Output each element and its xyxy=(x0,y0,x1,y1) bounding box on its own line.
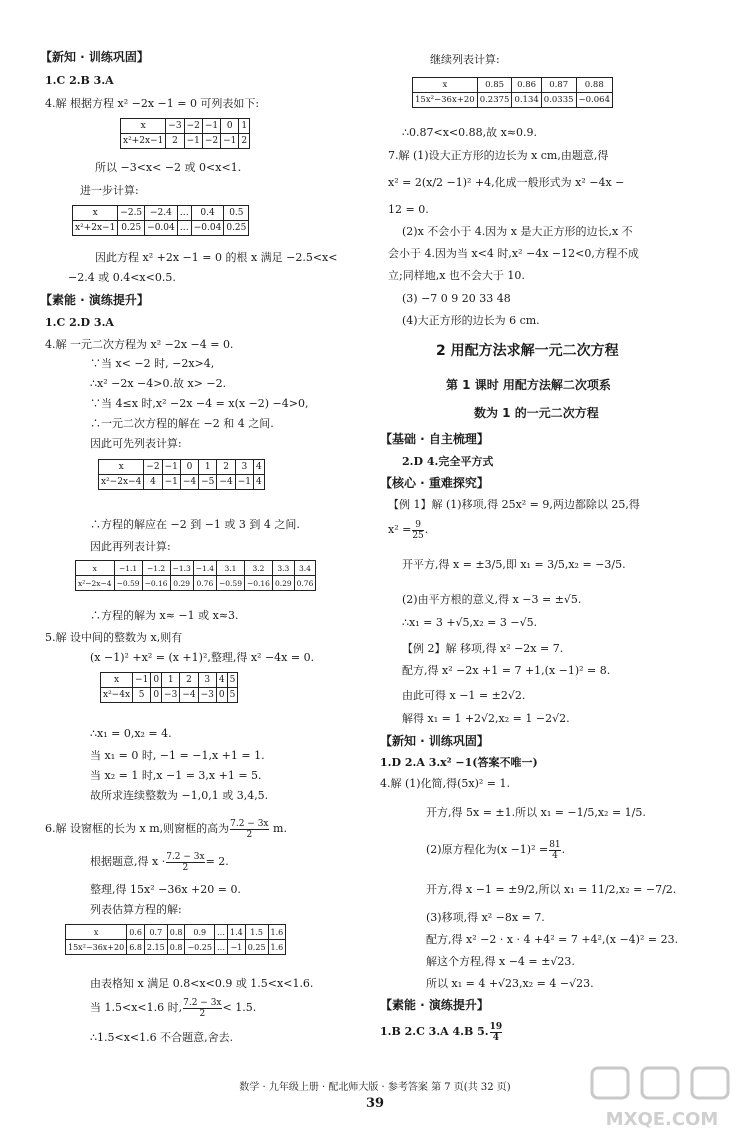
table-cell: 0 xyxy=(221,119,239,134)
table-cell: 1.4 xyxy=(227,925,245,940)
solution-line: 所以 x₁ = 4 +√23,x₂ = 4 −√23. xyxy=(426,977,594,990)
table-cell: 3.2 xyxy=(244,561,272,576)
table-cell: 3 xyxy=(235,460,253,475)
table-cell: x²−2x−4 xyxy=(99,475,144,490)
table-cell: 0.9 xyxy=(185,925,215,940)
table-row xyxy=(121,134,250,149)
table-cell: −0.16 xyxy=(142,576,170,591)
lesson-title: 数为 1 的一元二次方程 xyxy=(474,406,599,420)
text: 6.解 设窗框的长为 x m,则窗框的高为 xyxy=(45,822,230,835)
solution-line: (2)x 不会小于 4.因为 x 是大正方形的边长,x 不 xyxy=(402,225,633,238)
solution-line: 开方,得 5x = ±1.所以 x₁ = −1/5,x₂ = 1/5. xyxy=(426,806,646,819)
table-cell: 15x²−36x+20 xyxy=(66,940,127,955)
solution-line: 进一步计算: xyxy=(80,184,139,197)
solution-line: ∴方程的解为 x≈ −1 或 x≈3. xyxy=(90,609,239,622)
solution-line: ∵当 4≤x 时,x² −2x −4 = x(x −2) −4>0, xyxy=(90,397,309,410)
solution-line: 5.解 设中间的整数为 x,则有 xyxy=(45,631,183,644)
solution-line: ∴x₁ = 3 +√5,x₂ = 3 −√5. xyxy=(402,616,538,629)
table-cell: 0.87 xyxy=(541,78,576,93)
table-7 xyxy=(412,77,613,108)
table-cell: −3 xyxy=(166,119,184,134)
table-6 xyxy=(65,924,286,955)
table-row xyxy=(413,78,613,93)
solution-line: ∴x₁ = 0,x₂ = 4. xyxy=(90,727,172,740)
table-cell: x²−2x−4 xyxy=(76,576,115,591)
solution-line: 开平方,得 x = ±3/5,即 x₁ = 3/5,x₂ = −3/5. xyxy=(402,558,626,571)
table-cell: 6.8 xyxy=(127,940,145,955)
solution-line: (2)由平方根的意义,得 x −3 = ±√5. xyxy=(402,593,582,606)
solution-line: 继续列表计算: xyxy=(430,53,500,66)
table-cell: 2 xyxy=(180,673,198,688)
table-cell: 2.15 xyxy=(144,940,167,955)
solution-line: 故所求连续整数为 −1,0,1 或 3,4,5. xyxy=(90,789,269,802)
table-cell: 2 xyxy=(166,134,184,149)
solution-line: 【例 1】解 (1)移项,得 25x² = 9,两边都除以 25,得 xyxy=(388,498,640,511)
table-row xyxy=(76,561,316,576)
table-cell: −0.59 xyxy=(216,576,244,591)
table-cell: 0.86 xyxy=(512,78,541,93)
table-cell: x xyxy=(76,561,115,576)
table-cell: 0.88 xyxy=(576,78,612,93)
table-cell: −1 xyxy=(227,940,245,955)
table-cell: 3 xyxy=(198,673,216,688)
solution-line: (3) −7 0 9 20 33 48 xyxy=(402,292,511,305)
table-cell: 0.7 xyxy=(144,925,167,940)
table-row xyxy=(121,119,250,134)
table-cell: x²+2x−1 xyxy=(121,134,166,149)
table-cell: −1 xyxy=(133,673,151,688)
solution-line: 4.解 (1)化简,得(5x)² = 1. xyxy=(380,777,510,790)
table-cell: 0 xyxy=(216,688,227,703)
table-cell: x xyxy=(66,925,127,940)
table-cell: −3 xyxy=(162,688,180,703)
table-cell: 0.4 xyxy=(191,206,224,221)
solution-line: 因此再列表计算: xyxy=(90,540,171,553)
table-cell: 5 xyxy=(227,688,238,703)
section-title: 2 用配方法求解一元二次方程 xyxy=(436,343,619,359)
table-cell: −2.5 xyxy=(118,206,145,221)
table-row xyxy=(99,460,265,475)
table-row xyxy=(99,475,265,490)
solution-line: (2)原方程化为(x −1)² = $\frac{81}{4}$ . xyxy=(426,839,566,861)
fraction: $\frac{7.2 - 3x}{2}$ xyxy=(230,818,269,840)
table-cell: −3 xyxy=(198,688,216,703)
table-cell: 0.76 xyxy=(193,576,216,591)
table-cell: 0.0335 xyxy=(541,93,576,108)
table-cell: 0.25 xyxy=(118,221,145,236)
table-cell: 2 xyxy=(239,134,250,149)
table-cell: x²−4x xyxy=(101,688,133,703)
table-cell: 4 xyxy=(253,460,264,475)
solution-line: 解得 x₁ = 1 +2√2,x₂ = 1 −2√2. xyxy=(402,712,570,725)
table-2 xyxy=(72,205,249,236)
table-cell: −4 xyxy=(180,475,198,490)
table-row xyxy=(66,925,286,940)
section-heading: 【素能 · 演练提升】 xyxy=(380,998,489,1012)
table-cell: 0.29 xyxy=(272,576,294,591)
table-cell: … xyxy=(214,925,227,940)
table-cell: x xyxy=(99,460,144,475)
solution-line: 因此方程 x² +2x −1 = 0 的根 x 满足 −2.5<x< xyxy=(95,251,338,264)
table-cell: x xyxy=(101,673,133,688)
solution-line: ∴x² −2x −4>0.故 x> −2. xyxy=(90,377,227,390)
table-cell: 5 xyxy=(133,688,151,703)
table-cell: −1 xyxy=(162,460,180,475)
solution-line: 4.解 根据方程 x² −2x −1 = 0 可列表如下: xyxy=(45,97,260,110)
table-cell: 4 xyxy=(144,475,162,490)
solution-line: 列表估算方程的解: xyxy=(90,903,182,916)
answer-line: 2.D 4.完全平方式 xyxy=(402,455,494,468)
solution-line: x² = $\frac{9}{25}$ . xyxy=(388,519,429,541)
table-cell: −1 xyxy=(235,475,253,490)
table-row xyxy=(101,673,238,688)
table-cell: 4 xyxy=(216,673,227,688)
table-cell: 1.5 xyxy=(245,925,268,940)
solution-line: ∴0.87<x<0.88,故 x≈0.9. xyxy=(402,126,538,139)
solution-line: 当 x₂ = 1 时,x −1 = 3,x +1 = 5. xyxy=(90,769,262,782)
table-cell: −1.4 xyxy=(193,561,216,576)
solution-line: 4.解 一元二次方程为 x² −2x −4 = 0. xyxy=(45,338,234,351)
solution-line: 因此可先列表计算: xyxy=(90,437,182,450)
solution-line: 会小于 4.因为当 x<4 时,x² −4x −12<0,方程不成 xyxy=(388,247,639,260)
table-cell: −1.3 xyxy=(170,561,193,576)
table-cell: −1 xyxy=(202,119,220,134)
solution-line: 根据题意,得 x · $\frac{7.2 - 3x}{2}$ = 2. xyxy=(90,851,229,873)
table-cell: −4 xyxy=(180,688,198,703)
solution-line: 由此可得 x −1 = ±2√2. xyxy=(402,689,526,702)
solution-line: 整理,得 15x² −36x +20 = 0. xyxy=(90,883,241,896)
table-cell: −0.04 xyxy=(191,221,224,236)
table-cell: −2 xyxy=(144,460,162,475)
solution-line: 【例 2】解 移项,得 x² −2x = 7. xyxy=(402,642,564,655)
solution-line: 开方,得 x −1 = ±9/2,所以 x₁ = 11/2,x₂ = −7/2. xyxy=(426,883,677,896)
section-heading: 【核心 · 重难探究】 xyxy=(380,476,489,490)
solution-line: x² = 2(x/2 −1)² +4,化成一般形式为 x² −4x − xyxy=(388,176,625,189)
table-cell: 0.25 xyxy=(224,221,249,236)
table-row xyxy=(73,206,249,221)
table-cell: 0.8 xyxy=(167,940,185,955)
table-cell: 0.85 xyxy=(477,78,512,93)
text: m. xyxy=(273,822,287,835)
table-3 xyxy=(98,459,265,490)
table-row xyxy=(66,940,286,955)
solution-line: 7.解 (1)设大正方形的边长为 x cm,由题意,得 xyxy=(388,149,609,162)
table-cell: 1 xyxy=(162,673,180,688)
table-cell: … xyxy=(177,206,191,221)
solution-line: −2.4 或 0.4<x<0.5. xyxy=(68,271,176,284)
table-cell: −1 xyxy=(162,475,180,490)
table-cell: −0.04 xyxy=(145,221,178,236)
table-row xyxy=(101,688,238,703)
solution-line: 配方,得 x² −2x +1 = 7 +1,(x −1)² = 8. xyxy=(402,664,611,677)
solution-line: (4)大正方形的边长为 6 cm. xyxy=(402,314,540,327)
table-cell: 1.6 xyxy=(268,925,286,940)
table-cell: 3.3 xyxy=(272,561,294,576)
table-cell: 0.8 xyxy=(167,925,185,940)
answer-line: 1.D 2.A 3.x² −1(答案不唯一) xyxy=(380,756,538,769)
table-cell: … xyxy=(214,940,227,955)
table-cell: −2 xyxy=(184,119,202,134)
table-cell: −5 xyxy=(199,475,217,490)
table-cell: 1 xyxy=(199,460,217,475)
table-5 xyxy=(100,672,238,703)
table-cell: x²+2x−1 xyxy=(73,221,118,236)
table-1 xyxy=(120,118,250,149)
table-cell: 15x²−36x+20 xyxy=(413,93,478,108)
section-heading: 【新知 · 训练巩固】 xyxy=(380,734,489,748)
table-row xyxy=(76,576,316,591)
table-cell: 0.5 xyxy=(224,206,249,221)
answer-line: 1.C 2.B 3.A xyxy=(45,74,114,87)
footer-line: 数学 · 九年级上册 · 配北师大版 · 参考答案 第 7 页(共 32 页) xyxy=(239,1082,511,1093)
table-row xyxy=(73,221,249,236)
solution-line: 12 = 0. xyxy=(388,203,429,216)
watermark-logo xyxy=(582,1063,742,1133)
solution-line: 当 x₁ = 0 时, −1 = −1,x +1 = 1. xyxy=(90,749,265,762)
table-cell: 1.6 xyxy=(268,940,286,955)
table-cell: 0.2375 xyxy=(477,93,512,108)
solution-line: 解这个方程,得 x −4 = ±√23. xyxy=(426,955,575,968)
table-cell: 2 xyxy=(217,460,235,475)
solution-line: (x −1)² +x² = (x +1)²,整理,得 x² −4x = 0. xyxy=(90,651,315,664)
section-heading: 【基础 · 自主梳理】 xyxy=(380,432,489,446)
svg-text:MXQE.COM: MXQE.COM xyxy=(605,1109,719,1130)
table-cell: 0.134 xyxy=(512,93,541,108)
solution-line: 当 1.5<x<1.6 时, $\frac{7.2 - 3x}{2}$ < 1.5. xyxy=(90,997,257,1019)
solution-line: ∴一元二次方程的解在 −2 和 4 之间. xyxy=(90,417,274,430)
section-heading: 【素能 · 演练提升】 xyxy=(40,293,149,307)
solution-line: 配方,得 x² −2 · x · 4 +4² = 7 +4²,(x −4)² = 23. xyxy=(426,933,679,946)
solution-line: 立;同样地,x 也不会大于 10. xyxy=(388,269,525,282)
lesson-title: 第 1 课时 用配方法解二次项系 xyxy=(446,378,611,392)
table-cell: 5 xyxy=(227,673,238,688)
table-cell: −1 xyxy=(221,134,239,149)
table-cell: −0.25 xyxy=(185,940,215,955)
table-cell: −2 xyxy=(202,134,220,149)
table-cell: … xyxy=(177,221,191,236)
table-cell: 3.4 xyxy=(294,561,316,576)
table-cell: 0 xyxy=(151,673,162,688)
table-cell: 0 xyxy=(151,688,162,703)
solution-line: ∵当 x< −2 时, −2x>4, xyxy=(90,357,215,370)
table-cell: −1.1 xyxy=(114,561,142,576)
table-cell: −0.59 xyxy=(114,576,142,591)
section-heading: 【新知 · 训练巩固】 xyxy=(40,50,149,64)
solution-line xyxy=(45,815,287,843)
table-cell: 3.1 xyxy=(216,561,244,576)
table-row xyxy=(413,93,613,108)
solution-line: 由表格知 x 满足 0.8<x<0.9 或 1.5<x<1.6. xyxy=(90,977,314,990)
table-cell: −1.2 xyxy=(142,561,170,576)
table-cell: −0.064 xyxy=(576,93,612,108)
table-cell: −0.16 xyxy=(244,576,272,591)
answer-line: 1.C 2.D 3.A xyxy=(45,316,114,329)
answer-line: 1.B 2.C 3.A 4.B 5. $\frac{19}{4}$ xyxy=(380,1021,503,1043)
table-cell: 0.6 xyxy=(127,925,145,940)
table-cell: 4 xyxy=(253,475,264,490)
solution-line: ∴1.5<x<1.6 不合题意,舍去. xyxy=(90,1031,234,1044)
page-number: 39 xyxy=(365,1096,385,1111)
solution-line: 所以 −3<x< −2 或 0<x<1. xyxy=(95,161,242,174)
table-cell: 0.25 xyxy=(245,940,268,955)
table-cell: 0.76 xyxy=(294,576,316,591)
table-cell: x xyxy=(121,119,166,134)
table-cell: −2.4 xyxy=(145,206,178,221)
table-cell: 1 xyxy=(239,119,250,134)
table-cell: −1 xyxy=(184,134,202,149)
table-4 xyxy=(75,560,316,591)
solution-line: ∴方程的解应在 −2 到 −1 或 3 到 4 之间. xyxy=(90,518,300,531)
table-cell: 0.29 xyxy=(170,576,193,591)
table-cell: x xyxy=(73,206,118,221)
table-cell: 0 xyxy=(180,460,198,475)
solution-line: (3)移项,得 x² −8x = 7. xyxy=(426,911,545,924)
table-cell: x xyxy=(413,78,478,93)
table-cell: −4 xyxy=(217,475,235,490)
